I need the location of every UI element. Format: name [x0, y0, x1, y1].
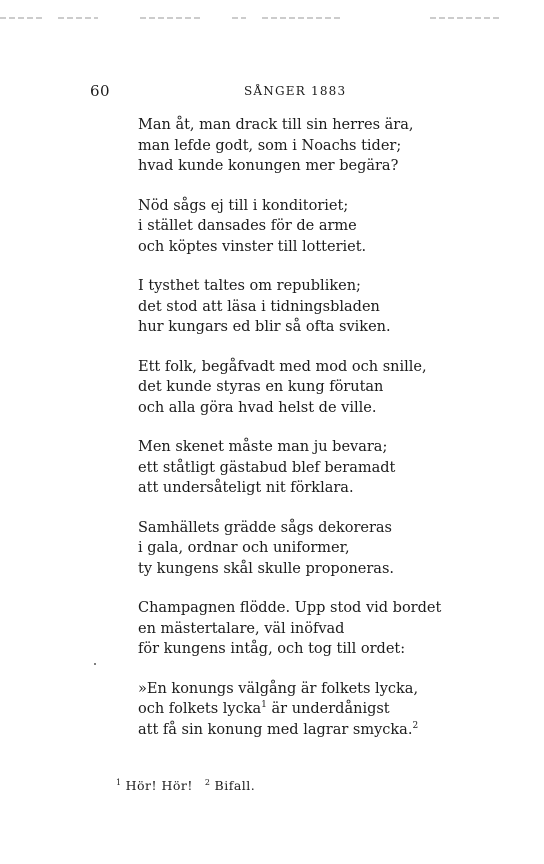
footnote-mark: 1 [116, 778, 122, 787]
running-title: SÅNGER 1883 [244, 84, 347, 98]
stanza [138, 598, 458, 660]
poem-line: man lefde godt, som i Noachs tider; [138, 137, 402, 154]
footnote-text: Bifall. [214, 778, 256, 793]
poem-line: Champagnen flödde. Upp stod vid bordet [138, 600, 442, 616]
footnote-text: Hör! Hör! [125, 778, 193, 793]
poem-line: hur kungars ed blir så ofta sviken. [138, 319, 391, 335]
poem-line: Men skenet måste man ju bevara; [138, 439, 388, 455]
footnote-mark: 2 [204, 778, 211, 787]
stanza [138, 679, 458, 741]
top-edge-dash-marks [0, 15, 544, 21]
poem-line [138, 720, 458, 741]
margin-mark [94, 663, 96, 665]
line-text: att få sin konung med lagrar smycka. [138, 721, 413, 738]
poem-line: det stod att läsa i tidningsbladen [138, 298, 380, 315]
poem-line: i gala, ordnar och uniformer, [138, 540, 350, 556]
poem-body [138, 115, 458, 759]
page-header [0, 82, 544, 102]
line-text: och folkets lycka [138, 701, 262, 717]
stanza [138, 115, 458, 177]
poem-line: att undersåteligt nit förklara. [138, 480, 354, 496]
poem-line: i stället dansades för de arme [138, 218, 357, 234]
poem-line: ty kungens skål skulle proponeras. [138, 560, 394, 577]
footnote-reference: 1 [261, 700, 267, 710]
poem-line: en mästertalare, väl inöfvad [138, 620, 345, 637]
poem-line: Nöd sågs ej till i konditoriet; [138, 197, 349, 214]
stanza [138, 518, 458, 580]
poem-line [138, 699, 458, 720]
poem-line: Man åt, man drack till sin herres ära, [138, 117, 414, 133]
poem-line: Ett folk, begåfvadt med mod och snille, [138, 358, 427, 375]
poem-line: det kunde styras en kung förutan [138, 379, 384, 395]
poem-line: »En konungs välgång är folkets lycka, [138, 680, 419, 697]
page-number: 60 [90, 82, 111, 100]
poem-line: I tysthet taltes om republiken; [138, 278, 361, 294]
stanza [138, 276, 458, 338]
poem-line: Samhällets grädde sågs dekoreras [138, 519, 392, 536]
line-text: är underdånigst [266, 701, 390, 717]
poem-line: och köptes vinster till lotteriet. [138, 238, 367, 255]
poem-line: för kungens intåg, och tog till ordet: [138, 641, 406, 657]
poem-line: och alla göra hvad helst de ville. [138, 399, 377, 416]
stanza [138, 437, 458, 499]
poem-line: ett ståtligt gästabud blef beramadt [138, 459, 396, 476]
poem-line: hvad kunde konungen mer begära? [138, 158, 399, 174]
footnotes [116, 778, 255, 793]
stanza [138, 357, 458, 419]
stanza [138, 196, 458, 258]
footnote-reference: 2 [412, 720, 419, 731]
